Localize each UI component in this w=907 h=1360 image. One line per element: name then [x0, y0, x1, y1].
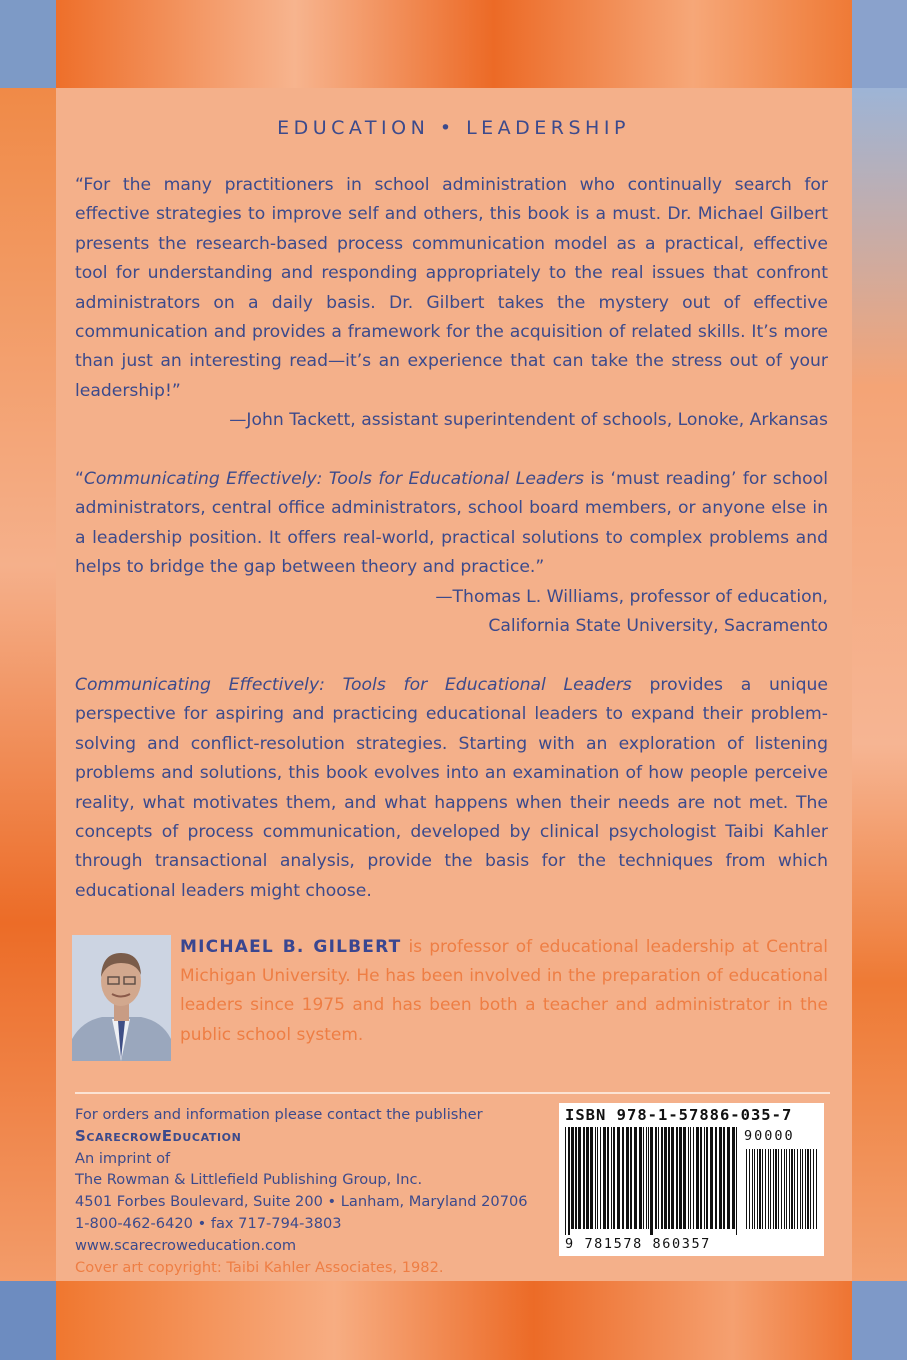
- barcode-bar: [800, 1149, 801, 1229]
- barcode-bar: [617, 1127, 620, 1229]
- book-title: Communicating Effectively: Tools for Educational Leaders: [83, 469, 584, 489]
- barcode-bar: [595, 1127, 596, 1229]
- barcode-bar: [749, 1149, 750, 1229]
- barcode-bar: [706, 1127, 708, 1229]
- barcode-bar: [583, 1127, 585, 1229]
- barcode-bar: [719, 1127, 722, 1229]
- corner-tile-top-right: [852, 0, 907, 88]
- barcode-bar: [600, 1127, 601, 1229]
- barcode-bar: [658, 1127, 659, 1229]
- barcode-bar: [704, 1127, 705, 1229]
- barcode-bar: [671, 1127, 674, 1229]
- barcode-bar: [762, 1149, 763, 1229]
- attribution-line-1: —Thomas L. Williams, professor of education,: [435, 587, 828, 607]
- series-heading: EDUCATION • LEADERSHIP: [277, 117, 630, 139]
- publishing-group: The Rowman & Littlefield Publishing Group, Inc.: [75, 1171, 423, 1189]
- barcode-bar: [568, 1127, 570, 1235]
- barcode-bar: [683, 1127, 686, 1229]
- barcode-bar: [676, 1127, 678, 1229]
- publisher-name: ScarecrowEducation: [75, 1126, 242, 1145]
- barcode-bar: [775, 1149, 777, 1229]
- publisher-info: [75, 1104, 555, 1278]
- barcode-bar: [784, 1149, 785, 1229]
- barcode-bar: [630, 1127, 632, 1229]
- publisher-website: www.scarecroweducation.com: [75, 1236, 297, 1254]
- barcode-bar: [646, 1127, 647, 1229]
- barcode-bar: [732, 1127, 735, 1229]
- barcode-bar: [688, 1127, 689, 1229]
- barcode-bar: [590, 1127, 593, 1229]
- barcode-bar: [613, 1127, 615, 1229]
- endorsement-attribution-1: —John Tackett, assistant superintendent of schools, Lonoke, Arkansas: [229, 410, 828, 430]
- barcode-bar: [607, 1127, 609, 1229]
- barcode-bar: [715, 1127, 717, 1229]
- top-strip: [56, 0, 852, 88]
- barcode-bar: [727, 1127, 730, 1229]
- barcode-bar: [757, 1149, 758, 1229]
- barcode-bar: [789, 1149, 790, 1229]
- barcode-bar: [603, 1127, 606, 1229]
- ean-number: 9 781578 860357: [565, 1236, 711, 1252]
- barcode-bar: [710, 1127, 713, 1229]
- barcode-bar: [648, 1127, 649, 1229]
- left-strip: [0, 88, 56, 1281]
- cover-credit: Cover art copyright: Taibi Kahler Associates, 1982.: [75, 1258, 444, 1276]
- isbn-barcode: [559, 1103, 824, 1256]
- description-body: provides a unique perspective for aspiring and practicing educational leaders to expand their problem-solving and conflict-resolution strategies. Starting with an exploration of listening problems and solutions, this book evolves into an examination of how people perceive reality, what motivates them, and what happens when their needs are not met. The concepts of process communication, developed by clinical psychologist Taibi Kahler through transactional analysis, provide the basis for the techniques from which educational leaders might choose.: [75, 675, 828, 901]
- attribution-line-2: California State University, Sacramento: [488, 616, 828, 637]
- barcode-bar: [661, 1127, 663, 1229]
- barcode-bar: [813, 1149, 814, 1229]
- barcode-bar: [802, 1149, 803, 1229]
- barcode-bar: [752, 1149, 753, 1229]
- barcode-bar: [805, 1149, 806, 1229]
- corner-tile-bottom-left: [0, 1281, 56, 1360]
- barcode-bar: [664, 1127, 667, 1229]
- endorsement-quote-2: [75, 465, 828, 583]
- barcode-bar: [626, 1127, 629, 1229]
- barcode-bar: [807, 1149, 809, 1229]
- divider-rule: [75, 1092, 830, 1094]
- barcode-bar: [794, 1149, 795, 1229]
- endorsement-attribution-2: [435, 583, 828, 642]
- description-book-title: Communicating Effectively: Tools for Educational Leaders: [75, 675, 632, 695]
- barcode-bar: [571, 1127, 574, 1229]
- addon-bars: [746, 1149, 818, 1235]
- author-name: MICHAEL B. GILBERT: [180, 937, 402, 957]
- barcode-bar: [643, 1127, 644, 1229]
- publisher-address: 4501 Forbes Boulevard, Suite 200 • Lanham, Maryland 20706: [75, 1193, 528, 1211]
- author-bio-text: is professor of educational leadership at Central Michigan University. He has been involved in the preparation of educational leaders since 1975 and has been both a teacher and administrator in the public school system.: [180, 937, 828, 1045]
- barcode-bar: [611, 1127, 612, 1229]
- imprint-line: An imprint of: [75, 1149, 171, 1167]
- barcode-bar: [781, 1149, 782, 1229]
- barcode-bar: [759, 1149, 761, 1229]
- author-portrait: [72, 935, 171, 1061]
- barcode-bar: [746, 1149, 747, 1229]
- quote-open-mark: “: [75, 469, 84, 489]
- endorsement-quote-1: “For the many practitioners in school administration who continually search for effective strategies to improve self and others, this book is a must. Dr. Michael Gilbert presents the research-based process communication model as a practical, effective tool for understanding and responding appropriately to the real issues that confront administrators on a daily basis. Dr. Gilbert takes the mystery out of effective communication and provides a framework for the acquisition of related skills. It’s more than just an interesting read—it’s an experience that can take the stress out of your leadership!”: [75, 175, 828, 401]
- author-bio: [180, 933, 828, 1050]
- author-photo: [72, 935, 171, 1061]
- price-code: 90000: [744, 1128, 795, 1144]
- corner-tile-bottom-right: [852, 1281, 907, 1360]
- barcode-bar: [810, 1149, 811, 1229]
- barcode-bar: [696, 1127, 699, 1229]
- barcode-bar: [655, 1127, 657, 1229]
- barcode-bar: [786, 1149, 787, 1229]
- barcode-bar: [765, 1149, 766, 1229]
- corner-tile-top-left: [0, 0, 56, 88]
- barcode-bar: [650, 1127, 653, 1235]
- barcode-bar: [797, 1149, 798, 1229]
- barcode-bar: [791, 1149, 793, 1229]
- isbn-label: ISBN 978-1-57886-035-7: [565, 1106, 793, 1124]
- barcode-bar: [668, 1127, 670, 1229]
- barcode-bar: [586, 1127, 589, 1229]
- barcode-bar: [778, 1149, 779, 1229]
- barcode-bar: [700, 1127, 702, 1229]
- barcode-bar: [770, 1149, 771, 1229]
- barcode-bar: [679, 1127, 682, 1229]
- barcode-bar: [639, 1127, 642, 1229]
- barcode-bar: [634, 1127, 637, 1229]
- barcode-bar: [754, 1149, 755, 1229]
- book-description: [75, 671, 828, 906]
- barcode-bar: [690, 1127, 691, 1229]
- barcode-bar: [723, 1127, 725, 1229]
- barcode-bar: [736, 1127, 737, 1235]
- barcode-bar: [816, 1149, 817, 1229]
- quote-rest: is ‘must reading’ for school administrators, central office administrators, school board members, or anyone else in a leadership position. It offers real-world, practical solutions to complex problems and helps to bridge the gap between theory and practice.”: [75, 469, 828, 578]
- barcode-bar: [773, 1149, 774, 1229]
- barcode-bar: [768, 1149, 769, 1229]
- publisher-phone: 1-800-462-6420 • fax 717-794-3803: [75, 1214, 342, 1232]
- barcode-bar: [622, 1127, 624, 1229]
- barcode-bar: [597, 1127, 598, 1229]
- barcode-bar: [578, 1127, 581, 1229]
- right-strip: [852, 88, 907, 1281]
- bottom-strip: [56, 1281, 852, 1360]
- barcode-bar: [575, 1127, 577, 1229]
- barcode-bar: [565, 1127, 566, 1235]
- ean-bars: [565, 1127, 739, 1235]
- barcode-bar: [693, 1127, 694, 1229]
- contact-line: For orders and information please contact the publisher: [75, 1106, 483, 1123]
